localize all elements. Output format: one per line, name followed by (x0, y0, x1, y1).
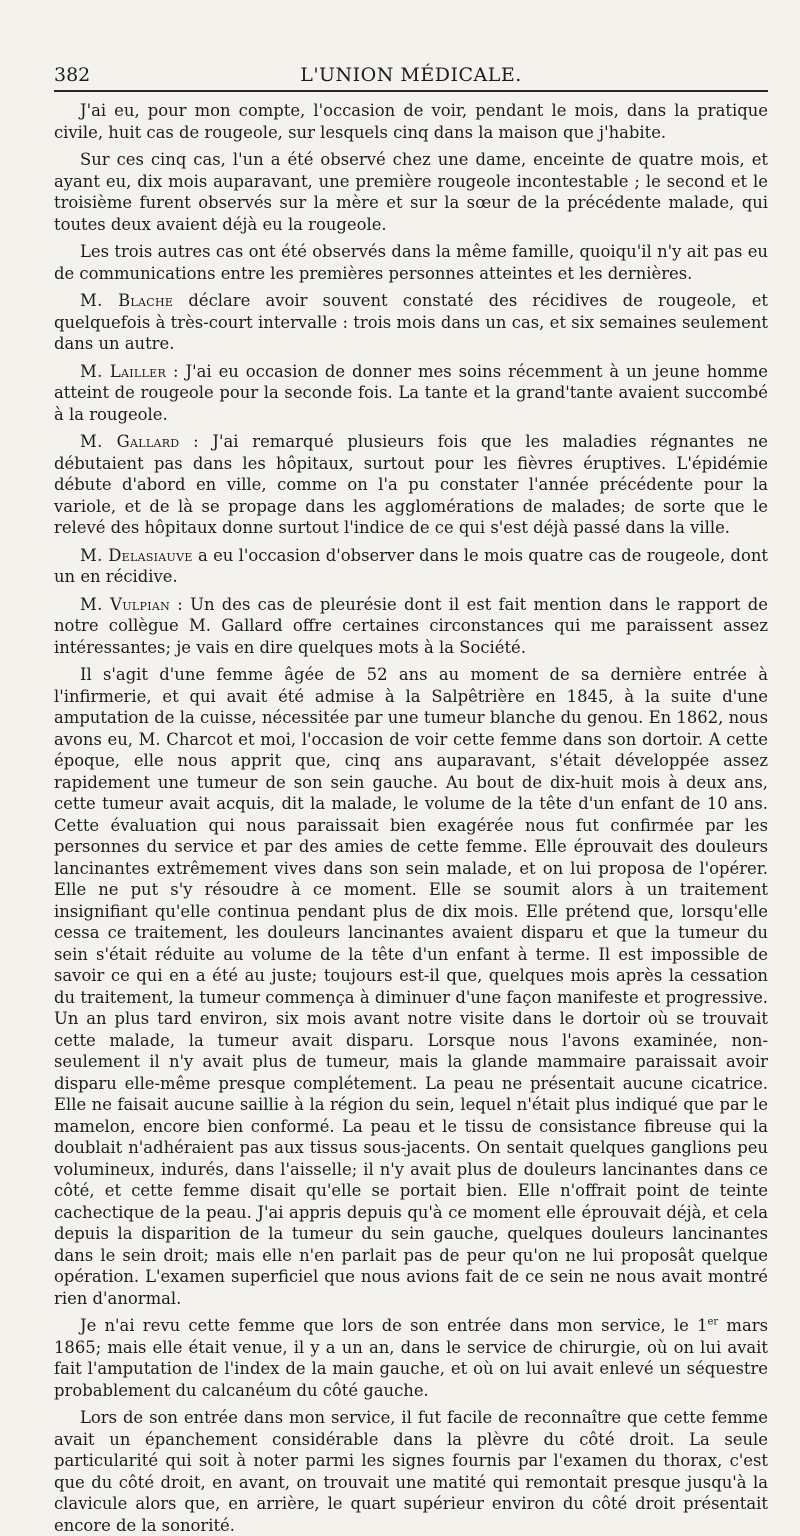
paragraph-text: mars 1865; mais elle était venue, il y a un an, dans le service de chirurgie, où on lui avait fait l'amputation de l'index de la main gauche, et où on lui avait enlevé un séquestre probablement du calcanéum du côté gauche. (54, 1316, 768, 1400)
paragraph-text: déclare avoir souvent constaté des récidives de rougeole, et quelquefois à très-court intervalle : trois mois dans un cas, et six semaines seulement dans un autre. (54, 291, 768, 353)
paragraph (54, 361, 768, 426)
speaker-name: M. Vulpian (80, 594, 171, 614)
speaker-name: M. Blache (80, 291, 174, 310)
paragraph-text: Il s'agit d'une femme âgée de 52 ans au moment de sa dernière entrée à l'infirmerie, et qui avait été admise à la Salpêtrière en 1845, à la suite d'une amputation de la cuisse, nécessitée par une tumeur blanche du genou. En 1862, nous avons eu, M. Charcot et moi, l'occasion de voir cette femme dans son dortoir. A cette époque, elle nous apprit que, cinq ans auparavant, s'était développée assez rapidement une tumeur de son sein gauche. Au bout de dix-huit mois à deux ans, cette tumeur avait acquis, dit la malade, le volume de la tête d'un enfant de 10 ans. Cette évaluation qui nous paraissait bien exagérée nous fut confirmée par les personnes du service et par des amies de cette femme. Elle éprouvait des douleurs lancinantes extrêmement vives dans son sein malade, et on lui proposa de l'opérer. Elle ne put s'y résoudre à ce moment. Elle se soumit alors à un traitement insignifiant qu'elle continua pendant plus de dix mois. Elle prétend que, lorsqu'elle cessa ce traitement, les douleurs lancinantes avaient disparu et que la tumeur du sein s'était réduite au volume de la tête d'un enfant à terme. Il est impossible de savoir ce qui en a été au juste; toujours est-il que, quelques mois après la cessation du traitement, la tumeur commença à diminuer d'une façon manifeste et progressive. Un an plus tard environ, six mois avant notre visite dans le dortoir où se trouvait cette malade, la tumeur avait disparu. Lorsque nous l'avons examinée, non-seulement il n'y avait plus de tumeur, mais la glande mammaire paraissait avoir disparu elle-même presque complétement. La peau ne présentait aucune cicatrice. Elle ne faisait aucune saillie à la région du sein, lequel n'était plus indiqué que par le mamelon, encore bien conformé. La peau et le tissu de consistance fibreuse qui la doublait n'adhéraient pas aux tissus sous-jacents. On sentait quelques ganglions peu volumineux, indurés, dans l'aisselle; il n'y avait plus de douleurs lancinantes dans ce côté, et cette femme disait qu'elle se portait bien. Elle n'offrait point de teinte cachectique de la peau. J'ai appris depuis qu'à ce moment elle éprouvait déjà, et cela depuis la disparition de la tumeur du sein gauche, quelques douleurs lancinantes dans le sein droit; mais elle n'en parlait pas de peur qu'on ne lui proposât quelque opération. L'examen superficiel que nous avions fait de ce sein ne nous avait montré rien d'anormal. (54, 665, 768, 1308)
paragraph-text: Je n'ai revu cette femme que lors de son entrée dans mon service, le 1 (80, 1316, 708, 1335)
paragraph-text: : J'ai eu occasion de donner mes soins récemment à un jeune homme atteint de rougeole pour la seconde fois. La tante et la grand'tante avaient succombé à la rougeole. (54, 361, 768, 424)
speaker-name: M. Lailler (80, 361, 167, 381)
paragraph (54, 241, 768, 284)
page-number: 382 (54, 64, 91, 86)
paragraph (54, 1315, 768, 1401)
paragraph (54, 431, 768, 539)
paragraph (54, 100, 768, 143)
paragraph-text: Lors de son entrée dans mon service, il fut facile de reconnaître que cette femme avait un épanchement considérable dans la plèvre du côté droit. La seule particularité qui soit à noter parmi les signes fournis par l'examen du thorax, c'est que du côté droit, en avant, on trouvait une matité qui remontait presque jusqu'à la clavicule alors que, en arrière, le quart supérieur environ du côté droit présentait encore de la sonorité. (54, 1408, 768, 1535)
superscript: er (707, 1316, 719, 1328)
running-title: L'UNION MÉDICALE. (300, 64, 522, 86)
paragraph-text: a eu l'occasion d'observer dans le mois quatre cas de rougeole, dont un en récidive. (54, 545, 768, 586)
paragraph-text: J'ai eu, pour mon compte, l'occasion de voir, pendant le mois, dans la pratique civile, huit cas de rougeole, sur lesquels cinq dans la maison que j'habite. (54, 101, 768, 142)
paragraph-text: Sur ces cinq cas, l'un a été observé chez une dame, enceinte de quatre mois, et ayant eu, dix mois auparavant, une première rougeole incontestable ; le second et le troisième furent observés sur la mère et sur la sœur de la précédente malade, qui toutes deux avaient déjà eu la rougeole. (54, 150, 768, 234)
paragraph-text: : J'ai remarqué plusieurs fois que les maladies régnantes ne débutaient pas dans les hôpitaux, surtout pour les fièvres éruptives. L'épidémie débute d'abord en ville, comme on l'a pu constater l'année précédente pour la variole, et de là se propage dans les agglomérations de malades; de sorte que le relevé des hôpitaux donne surtout l'indice de ce qui s'est déjà passé dans la ville. (54, 432, 768, 537)
speaker-name: M. Gallard (80, 432, 180, 451)
paragraph-text: : Un des cas de pleurésie dont il est fait mention dans le rapport de notre collègue M. Gallard offre certaines circonstances qui me paraissent assez intéressantes; je vais en dire quelques mots à la Société. (54, 594, 768, 657)
paragraph (54, 149, 768, 235)
paragraph (54, 594, 768, 659)
page-header (54, 60, 768, 92)
paragraph (54, 1407, 768, 1536)
speaker-name: M. Delasiauve (80, 545, 193, 565)
paragraph-text: Les trois autres cas ont été observés dans la même famille, quoiqu'il n'y ait pas eu de communications entre les premières personnes atteintes et les dernières. (54, 242, 768, 283)
body-text (54, 100, 768, 1536)
paragraph (54, 545, 768, 588)
paragraph (54, 290, 768, 355)
paragraph (54, 664, 768, 1309)
